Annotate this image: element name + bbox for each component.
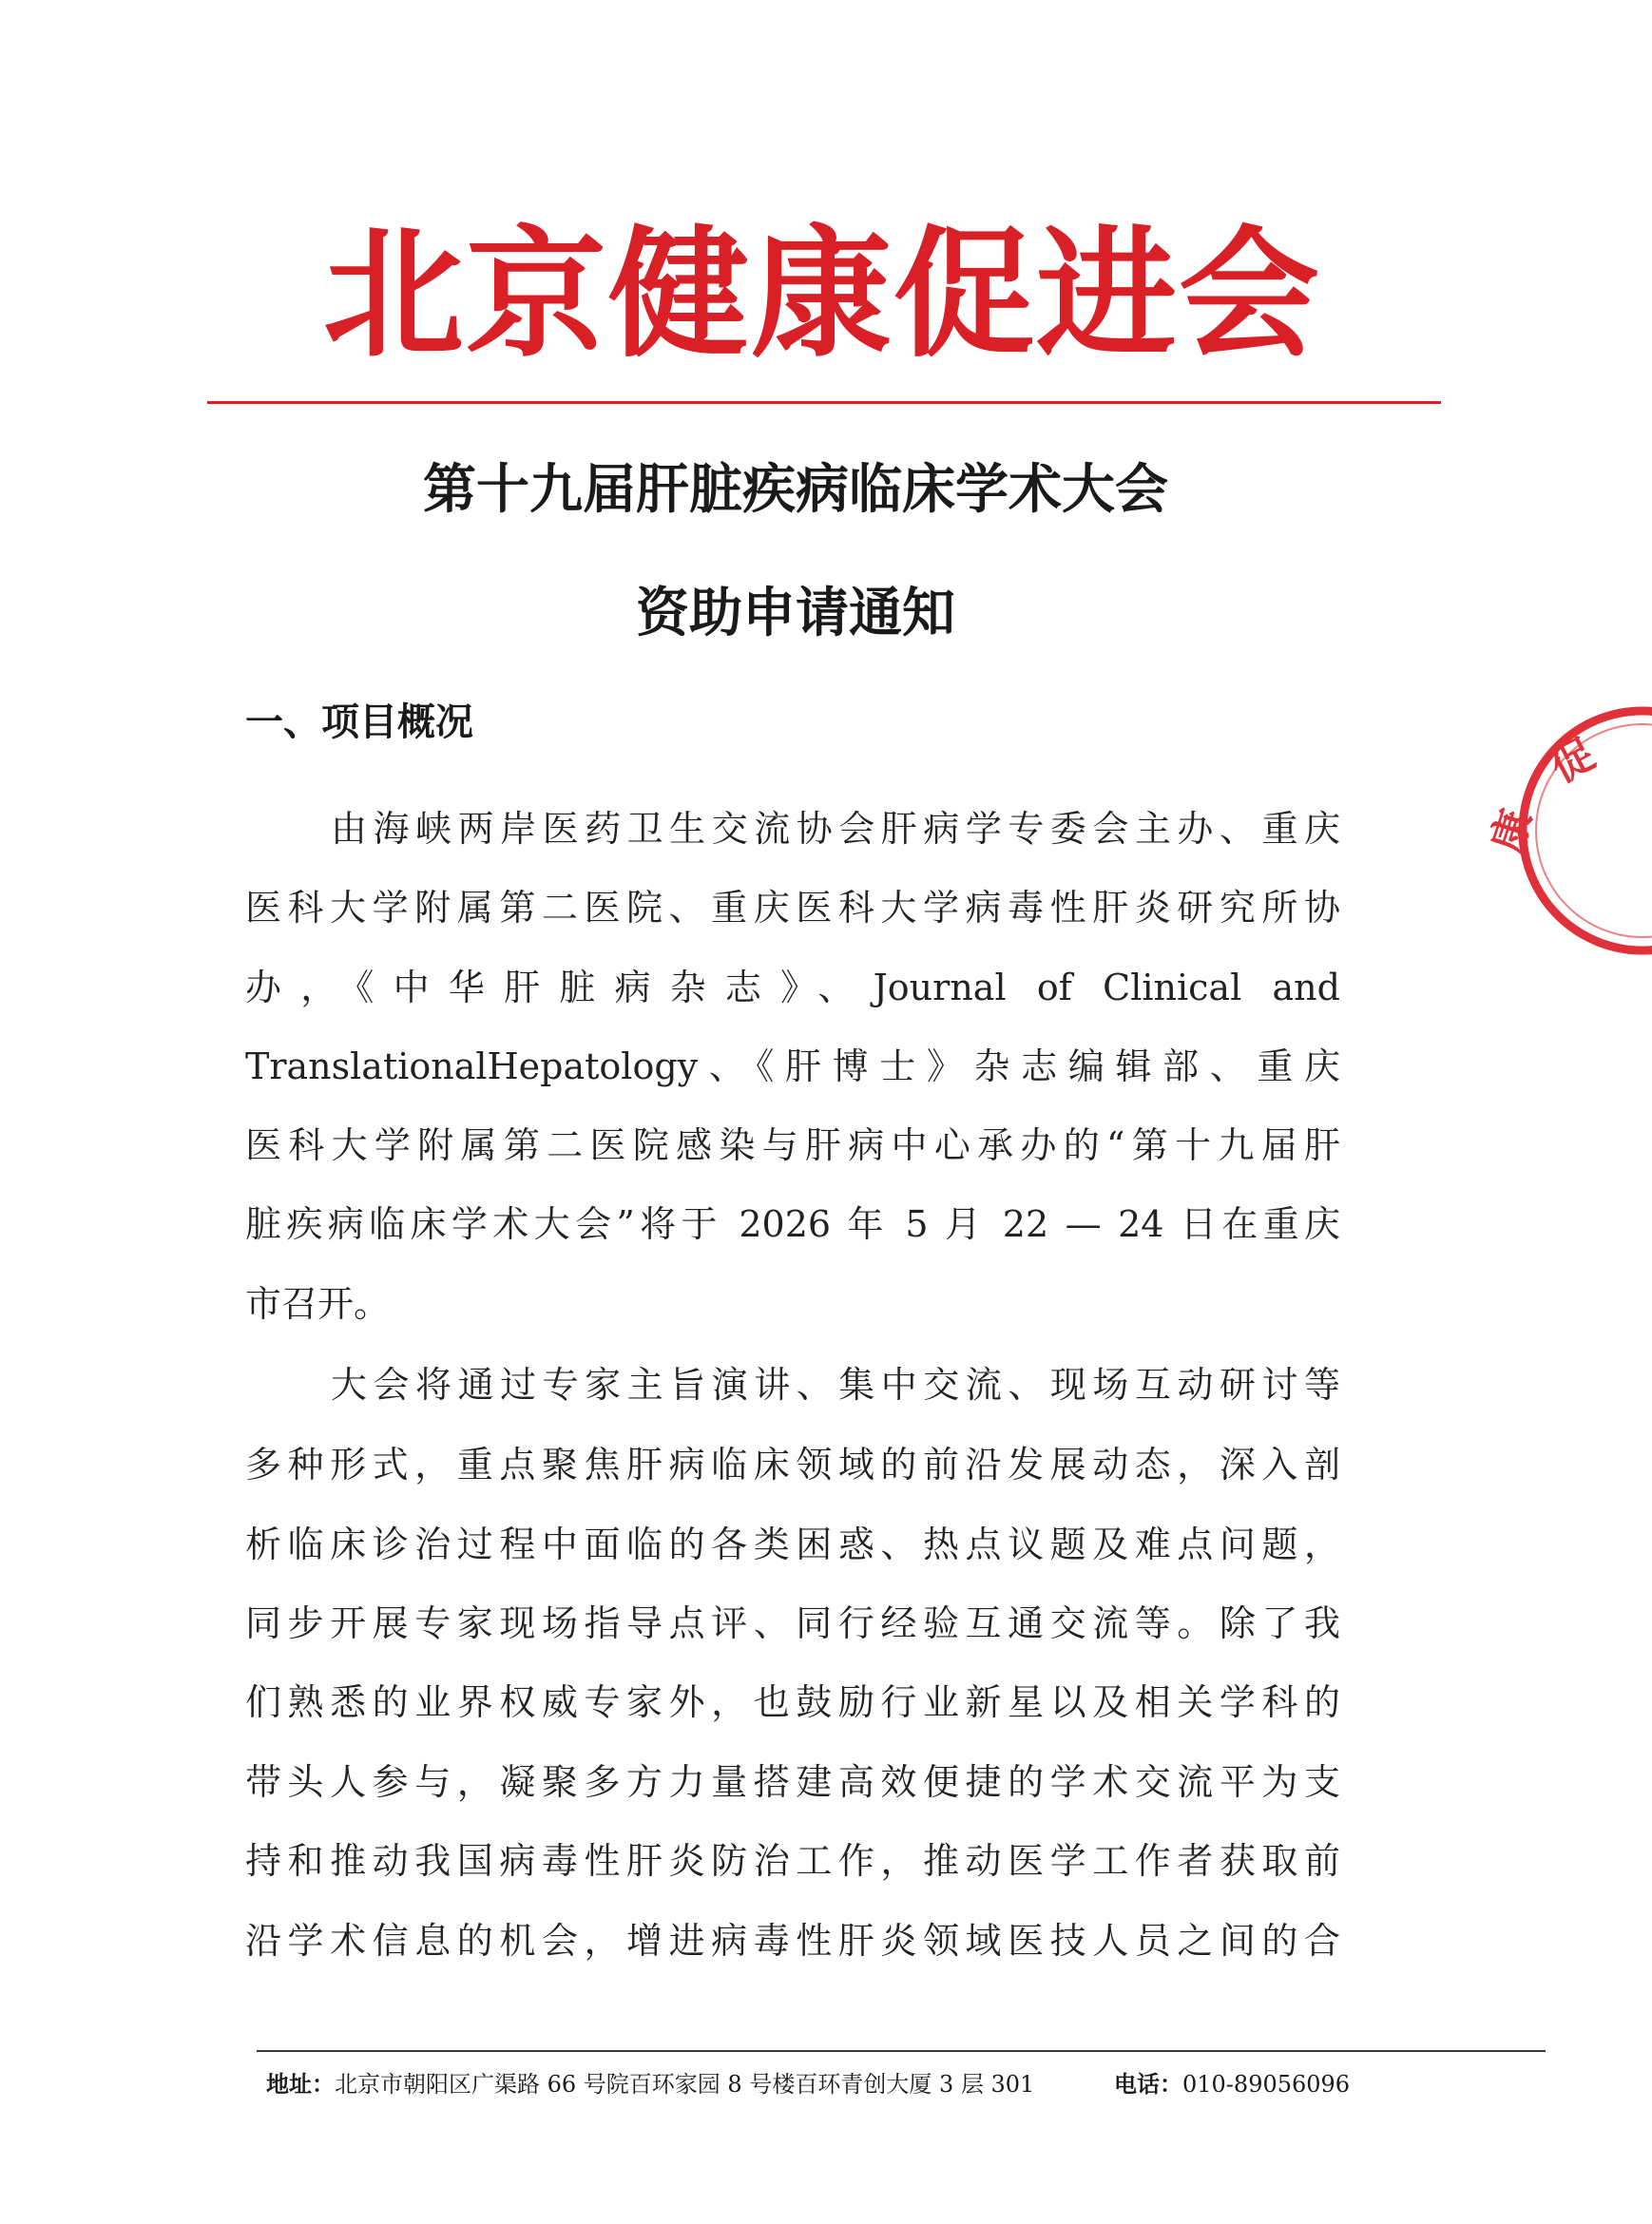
document-subtitle: 资助申请通知 (636, 583, 955, 644)
official-seal (1482, 705, 1652, 956)
seal-glyph: 促 (1543, 730, 1604, 793)
body-line: 脏疾病临床学术大会”将于 2026 年 5 月 22 — 24 日在重庆 (245, 1203, 1340, 1245)
section-heading-overview: 一、项目概况 (245, 700, 473, 744)
body-line: 办，《中华肝脏病杂志》、Journal of Clinical and (245, 967, 1340, 1008)
seal-glyph: 康 (1482, 803, 1543, 859)
letterhead-divider (207, 401, 1441, 404)
body-line: 沿学术信息的机会，增进病毒性肝炎领域医技人员之间的合 (245, 1920, 1340, 1962)
body-line: 多种形式，重点聚焦肝病临床领域的前沿发展动态，深入剖 (245, 1444, 1340, 1486)
address-text: 北京市朝阳区广渠路 66 号院百环家园 8 号楼百环青创大厦 3 层 301 (335, 2071, 1035, 2098)
body-line: 由海峡两岸医药卫生交流协会肝病学专委会主办、重庆 (331, 808, 1340, 850)
organization-name: 北京健康促进会 (323, 213, 1321, 376)
body-line: 市召开。 (245, 1283, 391, 1325)
document-title: 第十九届肝脏疾病临床学术大会 (423, 459, 1168, 521)
address-label: 地址： (266, 2070, 335, 2098)
body-line: 带头人参与，凝聚多方力量搭建高效便捷的学术交流平为支 (245, 1761, 1340, 1803)
body-line: 持和推动我国病毒性肝炎防治工作，推动医学工作者获取前 (245, 1840, 1340, 1882)
phone-label: 电话： (1114, 2070, 1182, 2098)
body-line: 大会将通过专家主旨演讲、集中交流、现场互动研讨等 (331, 1364, 1340, 1406)
footer-divider (257, 2050, 1546, 2052)
phone-number: 010-89056096 (1182, 2071, 1351, 2098)
footer-phone (1114, 2070, 1351, 2098)
body-line: 医科大学附属第二医院感染与肝病中心承办的“第十九届肝 (245, 1124, 1340, 1166)
body-line: TranslationalHepatology、《肝博士》杂志编辑部、重庆 (245, 1045, 1340, 1087)
body-line: 析临床诊治过程中面临的各类困惑、热点议题及难点问题， (245, 1524, 1340, 1565)
footer-address (266, 2070, 1035, 2098)
body-line: 们熟悉的业界权威专家外，也鼓励行业新星以及相关学科的 (245, 1681, 1340, 1723)
body-line: 同步开展专家现场指导点评、同行经验互通交流等。除了我 (245, 1602, 1340, 1644)
body-line: 医科大学附属第二医院、重庆医科大学病毒性肝炎研究所协 (245, 887, 1340, 929)
letterhead (209, 211, 1435, 378)
